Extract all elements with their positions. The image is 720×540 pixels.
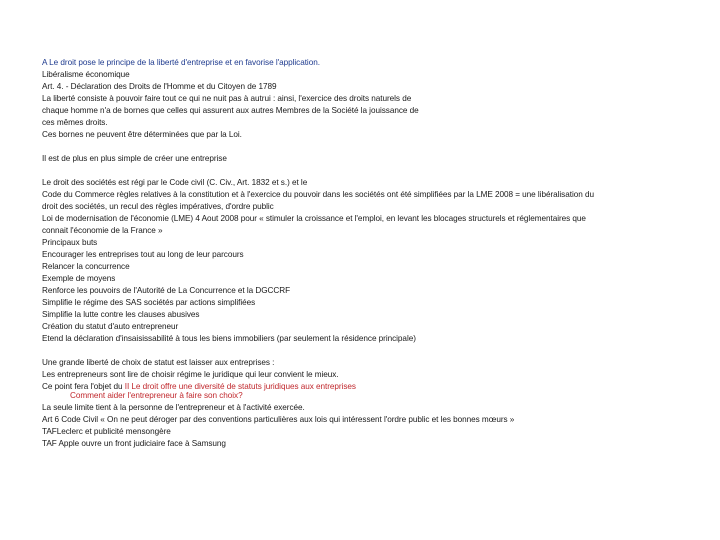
text-line: La seule limite tient à la personne de l'entrepreneur et à l'activité exercée.	[42, 403, 305, 412]
text-line: Une grande liberté de choix de statut est laisser aux entreprises :	[42, 358, 275, 367]
text-line: Etend la déclaration d'insaisissabilité à tous les biens immobiliers (par seulement la résidence principale)	[42, 334, 416, 343]
text-line: Création du statut d'auto entrepreneur	[42, 322, 179, 331]
text-line: Principaux buts	[42, 238, 98, 247]
text-line: Exemple de moyens	[42, 274, 116, 283]
text-line: Les entrepreneurs sont lire de choisir régime le juridique qui leur convient le mieux.	[42, 370, 339, 379]
text-line: Ces bornes ne peuvent être déterminées que par la Loi.	[42, 130, 242, 139]
text-line: La liberté consiste à pouvoir faire tout ce qui ne nuit pas à autrui : ainsi, l'exercice des droits naturels de	[42, 94, 412, 103]
text-line: Loi de modernisation de l'économie (LME) 4 Aout 2008 pour « stimuler la croissance et l'emploi, en levant les blocages structurels et réglementaires que	[42, 214, 586, 223]
text-line: Encourager les entreprises tout au long de leur parcours	[42, 250, 244, 259]
text-line: ces mêmes droits.	[42, 118, 108, 127]
text-line: Renforce les pouvoirs de l'Autorité de La Concurrence et la DGCCRF	[42, 286, 291, 295]
red-subheading: Comment aider l'entrepreneur à faire son choix?	[70, 391, 243, 400]
text-line: Simplifie le régime des SAS sociétés par actions simplifiées	[42, 298, 256, 307]
text-line: Simplifie la lutte contre les clauses abusives	[42, 310, 200, 319]
text-line: TAFLeclerc et publicité mensongère	[42, 427, 171, 436]
text-line: Relancer la concurrence	[42, 262, 130, 271]
text-line: Il est de plus en plus simple de créer une entreprise	[42, 154, 227, 163]
text-line: TAF Apple ouvre un front judiciaire face à Samsung	[42, 439, 226, 448]
text-fragment: Ce point fera l'objet du	[42, 382, 123, 391]
text-line: Libéralisme économique	[42, 70, 130, 79]
section-heading: A Le droit pose le principe de la liberté d'entreprise et en favorise l'application.	[42, 58, 320, 67]
text-line	[42, 382, 682, 391]
text-line: droit des sociétés, un recul des règles impératives, d'ordre public	[42, 202, 274, 211]
text-line: Code du Commerce règles relatives à la constitution et à l'exercice du pouvoir dans les sociétés ont été simplifiées par la LME 2008 = une libéralisation du	[42, 190, 594, 199]
text-line: Le droit des sociétés est régi par le Code civil (C. Civ., Art. 1832 et s.) et le	[42, 178, 308, 187]
text-line: chaque homme n'a de bornes que celles qui assurent aux autres Membres de la Société la jouissance de	[42, 106, 419, 115]
red-highlight-text: II Le droit offre une diversité de statuts juridiques aux entreprises	[124, 382, 356, 391]
text-line: Art 6 Code Civil « On ne peut déroger par des conventions particulières aux lois qui intéressent l'ordre public et les bonnes mœurs »	[42, 415, 515, 424]
text-line: Art. 4. - Déclaration des Droits de l'Homme et du Citoyen de 1789	[42, 82, 277, 91]
text-line: connait l'économie de la France »	[42, 226, 163, 235]
